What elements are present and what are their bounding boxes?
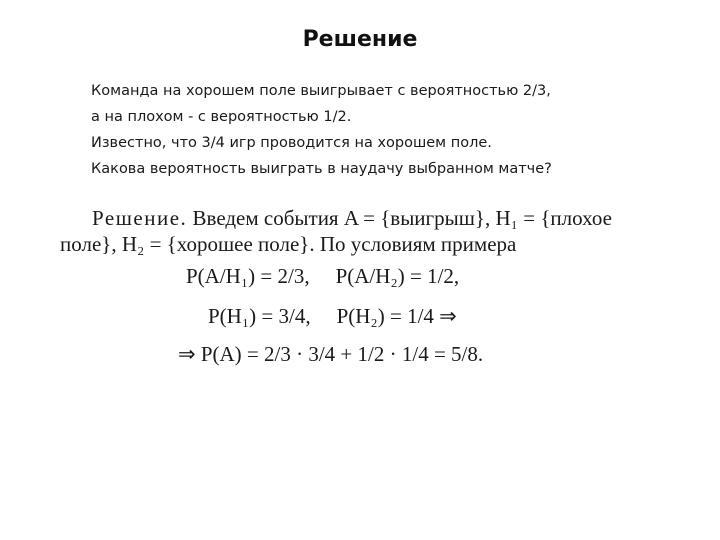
equation-p-a-h1: P(A/H₁) = 2/3, bbox=[186, 264, 310, 288]
solution-line-1 bbox=[92, 206, 612, 231]
problem-statement bbox=[91, 78, 651, 182]
equation-p-h1: P(H₁) = 3/4, bbox=[208, 304, 311, 328]
problem-line-3: Известно, что 3/4 игр проводится на хорошем поле. bbox=[91, 135, 492, 151]
equation-row-3: ⇒ P(A) = 2/3 · 3/4 + 1/2 · 1/4 = 5/8. bbox=[178, 342, 484, 366]
problem-line-1: Команда на хорошем поле выигрывает с вероятностью 2/3, bbox=[91, 83, 551, 99]
slide-title: Решение bbox=[302, 27, 418, 52]
problem-line-2: а на плохом - с вероятностью 1/2. bbox=[91, 109, 352, 125]
solution-line-2: поле}, H₂ = {хорошее поле}. По условиям примера bbox=[60, 232, 517, 256]
equation-row-2 bbox=[208, 304, 457, 329]
solution-events-text: Введем события A = {выигрыш}, H₁ = {плохое bbox=[192, 206, 612, 230]
equation-p-h2: P(H₂) = 1/4 ⇒ bbox=[336, 304, 457, 328]
equation-row-1 bbox=[186, 264, 459, 289]
problem-line-4: Какова вероятность выиграть в наудачу выбранном матче? bbox=[91, 161, 552, 177]
solution-label: Решение. bbox=[92, 206, 188, 230]
equation-p-a-h2: P(A/H₂) = 1/2, bbox=[335, 264, 460, 288]
